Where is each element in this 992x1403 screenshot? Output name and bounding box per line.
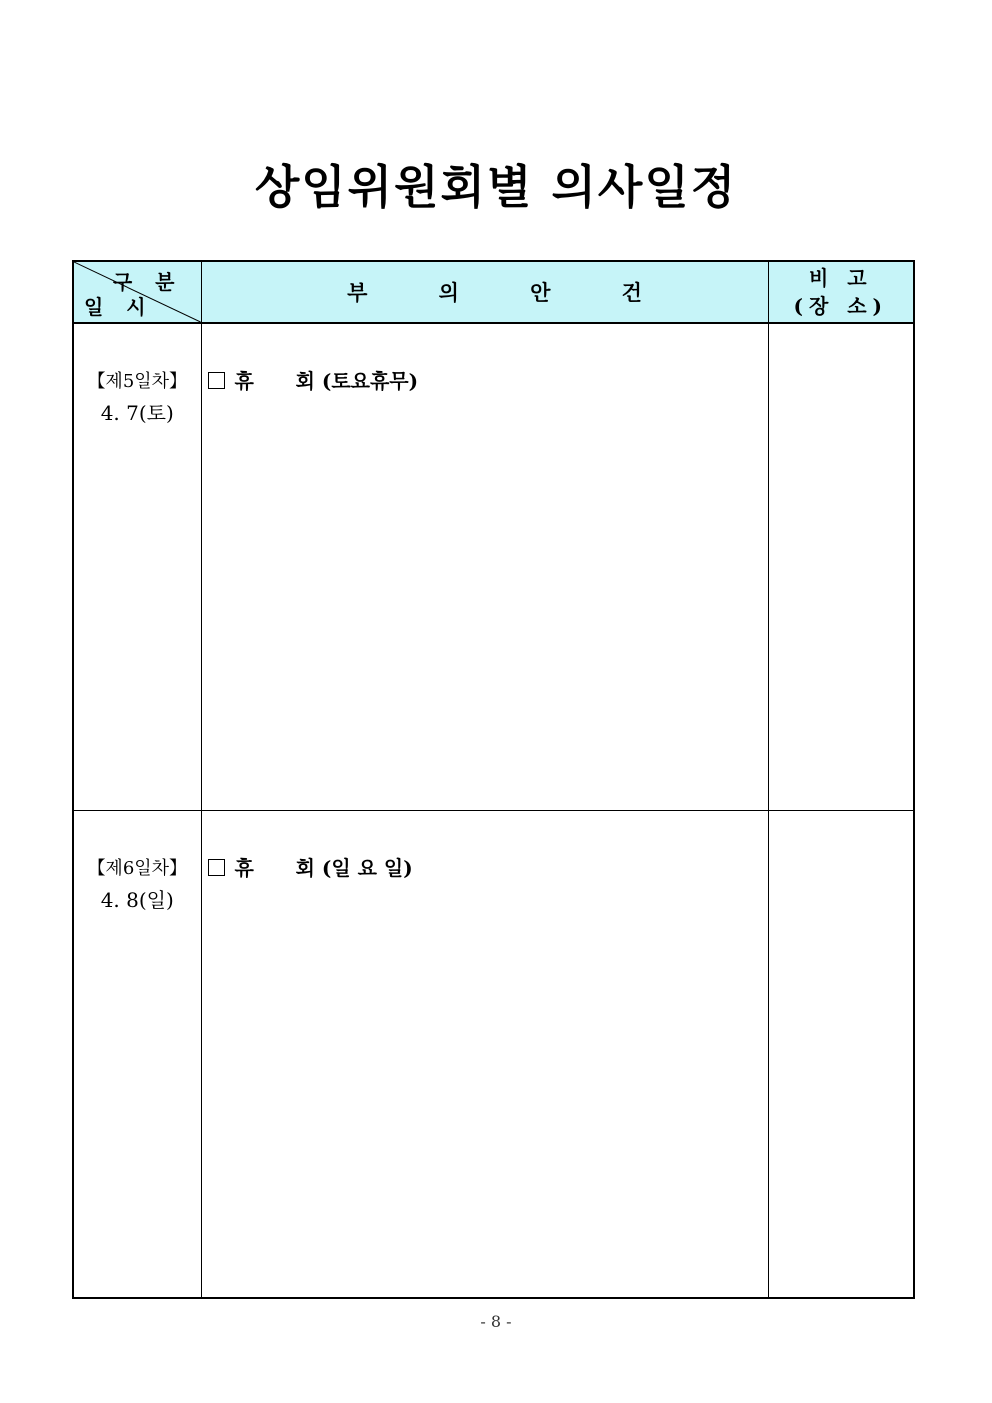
agenda-text: 휴 회 (토요휴무) [234,369,419,393]
header-place-label: (장 소) [793,294,889,318]
agenda-cell [201,811,768,1299]
agenda-text: 휴 회 (일 요 일) [234,856,413,880]
header-agenda-char: 안 [530,280,551,305]
schedule-table [72,260,915,1299]
table-header-row [73,261,914,323]
agenda-item [202,811,768,881]
header-agenda-char: 부 [347,280,368,305]
agenda-item [202,324,768,394]
header-date-category-cell [73,261,201,323]
date-cell [73,323,201,811]
agenda-cell [201,323,768,811]
header-note-label: 비 고 [808,266,873,290]
checkbox-icon [208,859,225,876]
page-number: - 8 - [480,1312,512,1331]
header-agenda-char: 건 [621,280,642,305]
header-datetime-label: 일 시 [84,295,154,319]
table-row [73,811,914,1299]
note-cell [768,323,914,811]
day-date: 4. 7(토) [100,401,174,425]
checkbox-icon [208,372,225,389]
note-cell [768,811,914,1299]
day-label: 【제5일차】 [87,371,188,392]
day-date: 4. 8(일) [100,888,174,912]
date-cell [73,811,201,1299]
table-row [73,323,914,811]
header-category-label: 구 분 [112,270,183,294]
day-label: 【제6일차】 [87,858,188,879]
header-agenda-cell [201,261,768,323]
header-note-cell [768,261,914,323]
header-agenda-char: 의 [438,280,459,305]
page-title: 상임위원회별 의사일정 [254,160,738,214]
